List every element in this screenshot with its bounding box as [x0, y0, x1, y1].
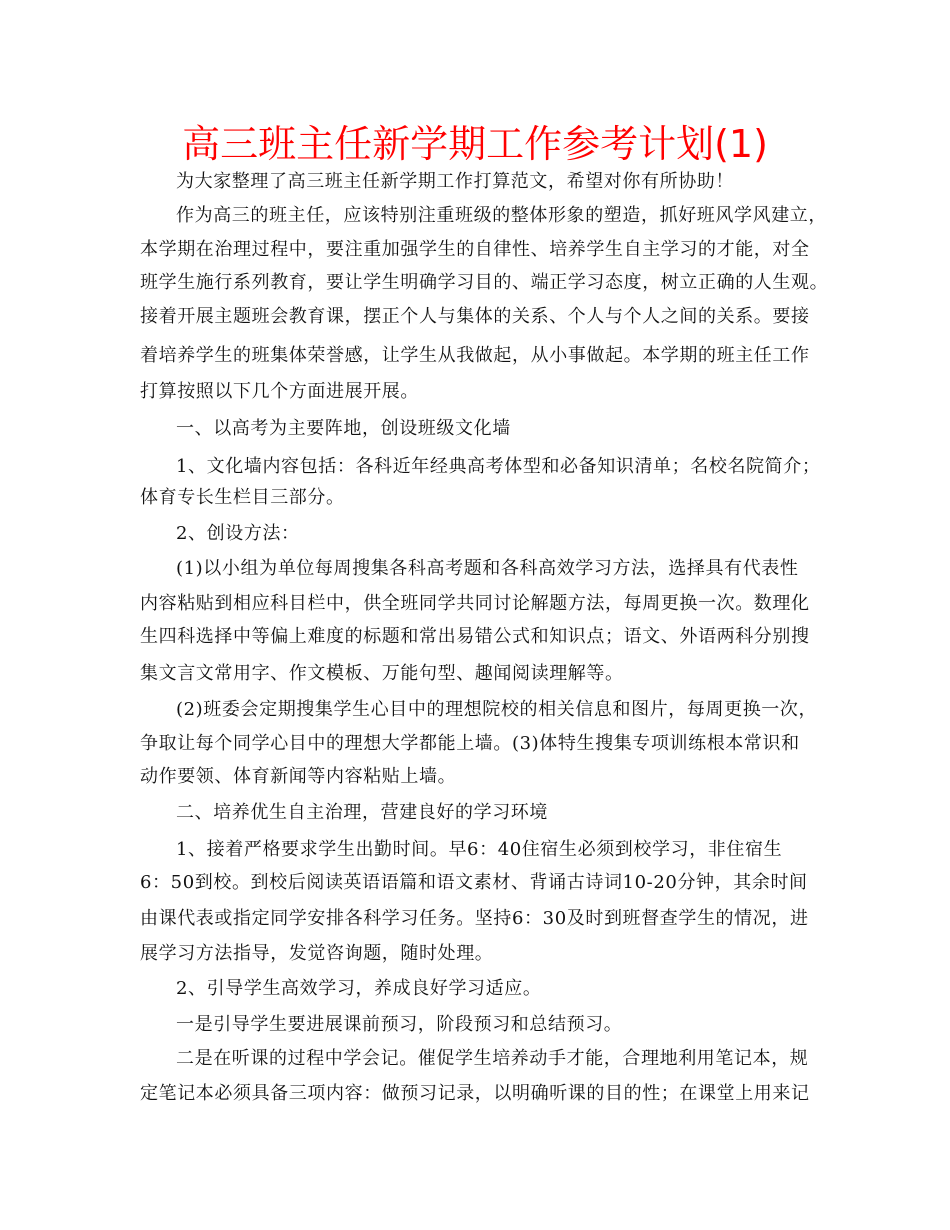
paragraph-line: 接着开展主题班会教育课，摆正个人与集体的关系、个人与个人之间的关系。要接 — [140, 306, 810, 327]
paragraph-line: 着培养学生的班集体荣誉感，让学生从我做起，从小事做起。本学期的班主任工作 — [140, 345, 810, 366]
section-heading: 二、培养优生自主治理，营建良好的学习环境 — [176, 802, 548, 823]
paragraph-line: 争取让每个同学心目中的理想大学都能上墙。(3)体特生搜集专项训练根本常识和 — [140, 733, 800, 754]
paragraph-line: 2、引导学生高效学习，养成良好学习适应。 — [176, 978, 542, 999]
paragraph-line: (1)以小组为单位每周搜集各科高考题和各科高效学习方法，选择具有代表性 — [176, 558, 799, 579]
document-title: 高三班主任新学期工作参考计划(1) — [182, 122, 768, 166]
paragraph-line: 2、创设方法： — [176, 523, 300, 544]
paragraph-line: 展学习方法指导，发觉咨询题，随时处理。 — [140, 943, 494, 964]
paragraph-line: 本学期在治理过程中，要注重加强学生的自律性、培养学生自主学习的才能，对全 — [140, 239, 810, 260]
paragraph-line: 定笔记本必须具备三项内容：做预习记录，以明确听课的目的性；在课堂上用来记 — [140, 1083, 810, 1104]
paragraph-line: 动作要领、体育新闻等内容粘贴上墙。 — [140, 766, 457, 787]
paragraph-line: 1、接着严格要求学生出勤时间。早6：40住宿生必须到校学习，非住宿生 — [176, 839, 783, 860]
paragraph-line: 打算按照以下几个方面进展开展。 — [140, 381, 419, 402]
paragraph-line: (2)班委会定期搜集学生心目中的理想院校的相关信息和图片，每周更换一次， — [176, 699, 818, 720]
paragraph-line: 二是在听课的过程中学会记。催促学生培养动手才能，合理地利用笔记本，规 — [176, 1048, 809, 1069]
paragraph-line: 班学生施行系列教育，要让学生明确学习目的、端正学习态度，树立正确的人生观。 — [140, 272, 829, 293]
paragraph-line: 作为高三的班主任，应该特别注重班级的整体形象的塑造，抓好班风学风建立， — [176, 205, 827, 226]
paragraph-line: 由课代表或指定同学安排各科学习任务。坚持6：30及时到班督查学生的情况，进 — [140, 908, 809, 929]
section-heading: 一、以高考为主要阵地，创设班级文化墙 — [176, 418, 511, 439]
paragraph-line: 为大家整理了高三班主任新学期工作打算范文，希望对你有所协助！ — [176, 171, 734, 192]
paragraph-line: 体育专长生栏目三部分。 — [140, 487, 345, 508]
paragraph-line: 集文言文常用字、作文模板、万能句型、趣闻阅读理解等。 — [140, 663, 624, 684]
paragraph-line: 6：50到校。到校后阅读英语语篇和语文素材、背诵古诗词10-20分钟，其余时间 — [140, 872, 808, 893]
paragraph-line: 内容粘贴到相应科目栏中，供全班同学共同讨论解题方法，每周更换一次。数理化 — [140, 593, 810, 614]
paragraph-line: 一是引导学生要进展课前预习，阶段预习和总结预习。 — [176, 1014, 623, 1035]
paragraph-line: 生四科选择中等偏上难度的标题和常出易错公式和知识点；语文、外语两科分别搜 — [140, 626, 810, 647]
paragraph-line: 1、文化墙内容包括：各科近年经典高考体型和必备知识清单；名校名院简介； — [176, 456, 821, 477]
